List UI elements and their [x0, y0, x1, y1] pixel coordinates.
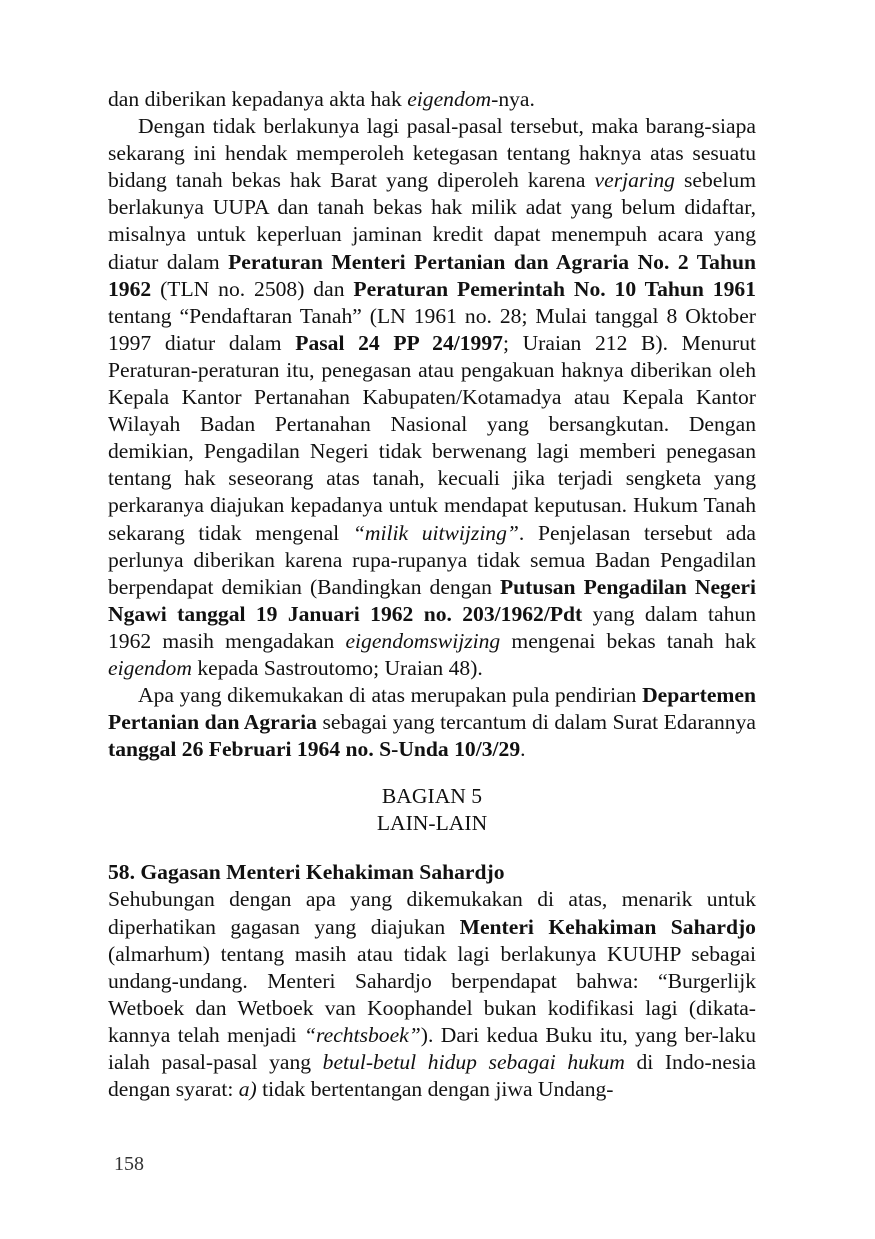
part-number: BAGIAN 5 — [381, 784, 483, 809]
page-body — [108, 86, 756, 1103]
part-title: LAIN-LAIN — [376, 811, 488, 836]
paragraph-gagasan-sahardjo: Sehubungan dengan apa yang dikemukakan di atas, menarik untuk diperhatikan gagasan yang diajukan Menteri Kehakiman Sahardjo (almarhum) tentang masih atau tidak lagi berlakunya KUUHP sebagai undang-undang. Menteri Sahardjo berpendapat bahwa: “Burgerlijk Wetboek dan Wetboek van Koophandel bukan kodifikasi lagi (dikata-kannya telah menjadi “rechtsboek”). Dari kedua Buku itu, yang ber-laku ialah pasal-pasal yang betul-betul hidup sebagai hukum di Indo-nesia dengan syarat: a) tidak bertentangan dengan jiwa Undang- — [108, 887, 757, 1102]
paragraph-pendirian-departemen: Apa yang dikemukakan di atas merupakan pula pendirian Departemen Pertanian dan Agraria sebagai yang tercantum di dalam Surat Edarannya tanggal 26 Februari 1964 no. S-Unda 10/3/29. — [108, 683, 756, 762]
page-number: 158 — [114, 1153, 144, 1175]
section-title: 58. Gagasan Menteri Kehakiman Sahardjo — [108, 860, 505, 885]
paragraph-ketegasan-hak: Dengan tidak berlakunya lagi pasal-pasal tersebut, maka barang-siapa sekarang ini hendak memperoleh ketegasan tentang haknya atas sesuatu bidang tanah bekas hak Barat yang diperoleh karena verjaring sebelum berlakunya UUPA dan tanah bekas hak milik adat yang belum didaftar, misalnya untuk keperluan jaminan kredit dapat menempuh acara yang diatur dalam Peraturan Menteri Pertanian dan Agraria No. 2 Tahun 1962 (TLN no. 2508) dan Peraturan Pemerintah No. 10 Tahun 1961 tentang “Pendaftaran Tanah” (LN 1961 no. 28; Mulai tanggal 8 Oktober 1997 diatur dalam Pasal 24 PP 24/1997; Uraian 212 B). Menurut Peraturan-peraturan itu, penegasan atau pengakuan haknya diberikan oleh Kepala Kantor Pertanahan Kabupaten/Kotamadya atau Kepala Kantor Wilayah Badan Pertanahan Nasional yang bersangkutan. Dengan demikian, Pengadilan Negeri tidak berwenang lagi memberi penegasan tentang hak seseorang atas tanah, kecuali jika terjadi sengketa yang perkaranya diajukan kepadanya untuk mendapat keputusan. Hukum Tanah sekarang tidak mengenal “milik uitwijzing”. Penjelasan tersebut ada perlunya diberikan karena rupa-rupanya tidak semua Badan Pengadilan berpendapat demikian (Bandingkan dengan Putusan Pengadilan Negeri Ngawi tanggal 19 Januari 1962 no. 203/1962/Pdt yang dalam tahun 1962 masih mengadakan eigendomswijzing mengenai bekas tanah hak eigendom kepada Sastroutomo; Uraian 48). — [108, 114, 757, 680]
part-heading — [108, 783, 756, 837]
paragraph-intro: dan diberikan kepadanya akta hak eigendom-nya. — [108, 87, 535, 111]
